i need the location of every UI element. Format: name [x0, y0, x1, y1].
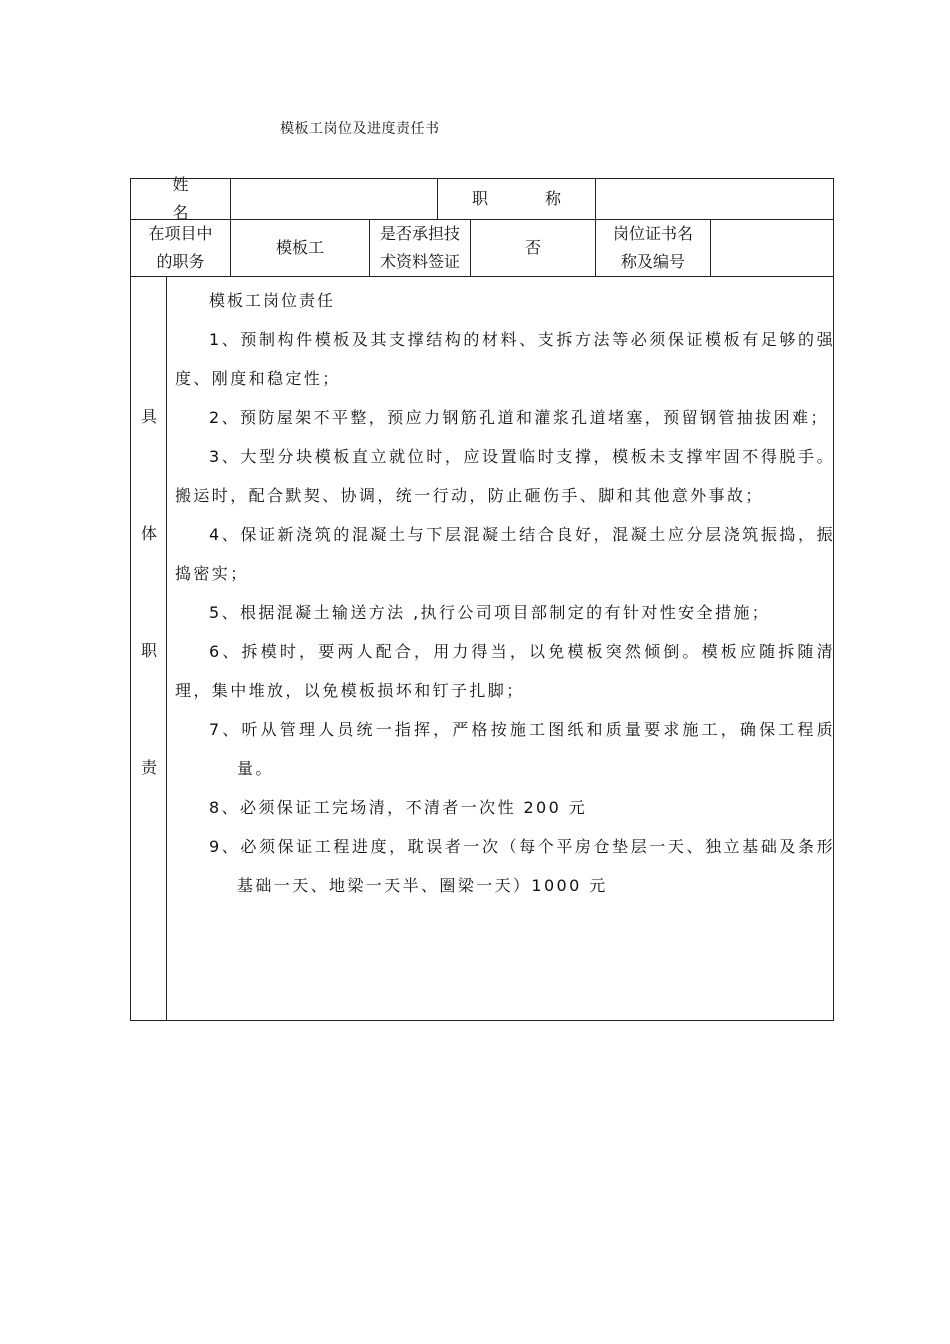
duty-heading: 模板工岗位责任	[209, 291, 336, 310]
project-role-label	[131, 220, 230, 276]
duty-item: 8、必须保证工完场清，不清者一次性 200 元	[209, 798, 588, 817]
duty-item: 5、根据混凝土输送方法 ,执行公司项目部制定的有针对性安全措施；	[209, 603, 771, 622]
duty-list	[175, 281, 835, 905]
duty-side-divider	[166, 276, 167, 1020]
row-divider-2	[131, 276, 833, 277]
name-field[interactable]	[231, 179, 437, 219]
duty-side-label-char: 具	[140, 407, 157, 426]
duty-item: 7、听从管理人员统一指挥，严格按施工图纸和质量要求施工，确保工程质量。	[209, 720, 835, 778]
duty-item: 3、大型分块模板直立就位时，应设置临时支撑，模板未支撑牢固不得脱手。搬运时，配合默契、协调，统一行动，防止砸伤手、脚和其他意外事故；	[175, 447, 835, 505]
certificate-label	[596, 220, 710, 276]
tech-sign-label-line2: 术资料签证	[379, 252, 460, 271]
tech-sign-value: 否	[524, 238, 541, 257]
project-role-label-line1: 在项目中	[148, 224, 213, 243]
responsibility-form	[130, 175, 835, 1021]
tech-sign-label	[370, 220, 470, 276]
duty-item: 1、预制构件模板及其支撑结构的材料、支拆方法等必须保证模板有足够的强度、刚度和稳定性；	[175, 330, 835, 388]
duty-item: 2、预防屋架不平整，预应力钢筋孔道和灌浆孔道堵塞，预留钢管抽拔困难；	[209, 408, 829, 427]
duty-item: 4、保证新浇筑的混凝土与下层混凝土结合良好，混凝土应分层浇筑振捣，振捣密实；	[175, 525, 835, 583]
certificate-label-line2: 称及编号	[620, 252, 685, 271]
duty-item: 6、拆模时，要两人配合，用力得当，以免模板突然倾倒。模板应随拆随清理，集中堆放，以免模板损坏和钉子扎脚；	[175, 642, 835, 700]
document-title: 模板工岗位及进度责任书	[280, 121, 440, 137]
title-label: 职 称	[471, 189, 588, 208]
project-role-value: 模板工	[275, 238, 324, 257]
duty-item: 9、必须保证工程进度，耽误者一次（每个平房仓垫层一天、独立基础及条形基础一天、地梁一天半、圈梁一天）1000 元	[209, 837, 835, 895]
tech-sign-label-line1: 是否承担技	[379, 224, 460, 243]
duty-side-label-char: 职	[140, 641, 157, 660]
title-field[interactable]	[596, 179, 834, 219]
certificate-label-line1: 岗位证书名	[612, 224, 693, 243]
duty-side-label-char: 责	[140, 758, 157, 777]
project-role-label-line2: 的职务	[156, 252, 205, 271]
certificate-field[interactable]	[711, 220, 834, 276]
duty-side-label-char: 体	[140, 524, 157, 543]
name-label: 姓 名	[172, 175, 205, 222]
